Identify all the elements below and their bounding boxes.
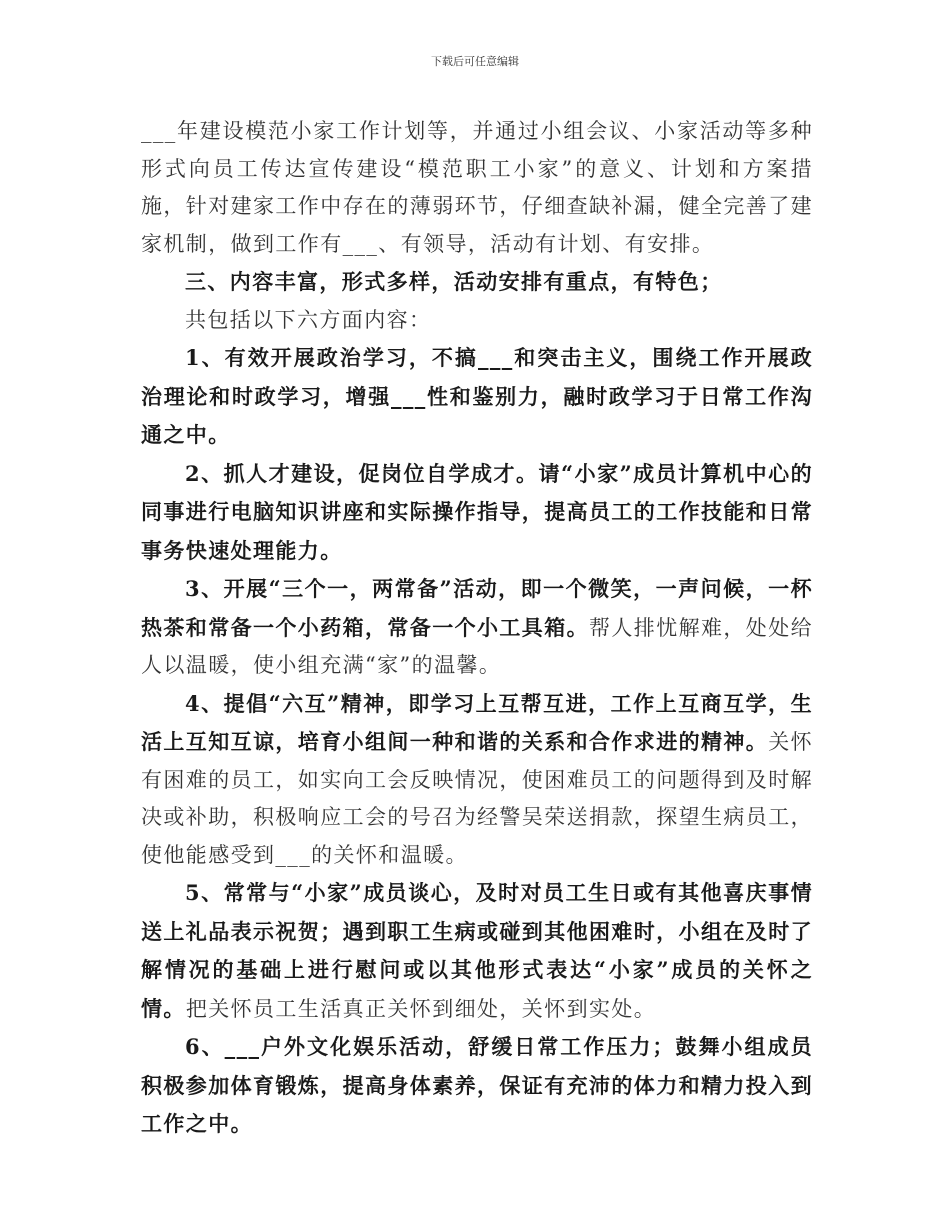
list-item-bold-text: 4、提倡“六互”精神，即学习上互帮互进，工作上互商互学，生活上互知互谅，培育小组间一种和谐的关系和合作求进的精神。 <box>141 690 813 754</box>
list-item-1 <box>141 339 813 455</box>
list-item-bold-text: 5、常常与“小家”成员谈心，及时对员工生日或有其他喜庆事情送上礼品表示祝贺；遇到职工生病或碰到其他困难时，小组在及时了解情况的基础上进行慰问或以其他形式表达“小家”成员的关怀之情。 <box>141 880 813 1021</box>
list-item-bold-text: 2、抓人才建设，促岗位自学成才。请“小家”成员计算机中心的同事进行电脑知识讲座和实际操作指导，提高员工的工作技能和日常事务快速处理能力。 <box>141 460 813 563</box>
list-item-4 <box>141 685 813 875</box>
paragraph-plan-intro <box>141 113 813 263</box>
list-item-6 <box>141 1028 813 1144</box>
list-item-normal-text: 把关怀员工生活真正关怀到细处，关怀到实处。 <box>185 996 657 1021</box>
list-item-3 <box>141 570 813 685</box>
list-item-5 <box>141 874 813 1028</box>
paragraph-text: ___年建设模范小家工作计划等，并通过小组会议、小家活动等多种形式向员工传达宣传建设“模范职工小家”的意义、计划和方案措施，针对建家工作中存在的薄弱环节，仔细查缺补漏，健全完善了建家机制，做到工作有___、有领导，活动有计划、有安排。 <box>141 119 813 256</box>
list-item-bold-text: 1、有效开展政治学习，不搞___和突击主义，围绕工作开展政治理论和时政学习，增强___性和鉴别力，融时政学习于日常工作沟通之中。 <box>141 345 813 447</box>
page-header: 下载后可任意编辑 <box>431 55 519 68</box>
document-body <box>141 113 813 1144</box>
list-item-bold-text: 6、___户外文化娱乐活动，舒缓日常工作压力；鼓舞小组成员积极参加体育锻炼，提高身体素养，保证有充沛的体力和精力投入到工作之中。 <box>141 1034 813 1136</box>
paragraph-text: 共包括以下六方面内容： <box>185 307 432 332</box>
list-item-normal-text: 关怀有困难的员工，如实向工会反映情况，使困难员工的问题得到及时解决或补助，积极响应工会的号召为经警吴荣送捐款，探望生病员工，使他能感受到___的关怀和温暖。 <box>141 730 814 867</box>
section-heading-content <box>141 263 813 302</box>
list-item-2 <box>141 455 813 571</box>
list-item-normal-text: 帮人排忧解难，处处给人以温暖，使小组充满“家”的温馨。 <box>141 615 813 677</box>
section-heading-text: 三、内容丰富，形式多样，活动安排有重点，有特色； <box>185 269 723 294</box>
paragraph-intro-six-aspects <box>141 302 813 340</box>
list-item-bold-text: 3、开展“三个一，两常备”活动，即一个微笑，一声问候，一杯热茶和常备一个小药箱，常备一个小工具箱。 <box>141 576 813 640</box>
